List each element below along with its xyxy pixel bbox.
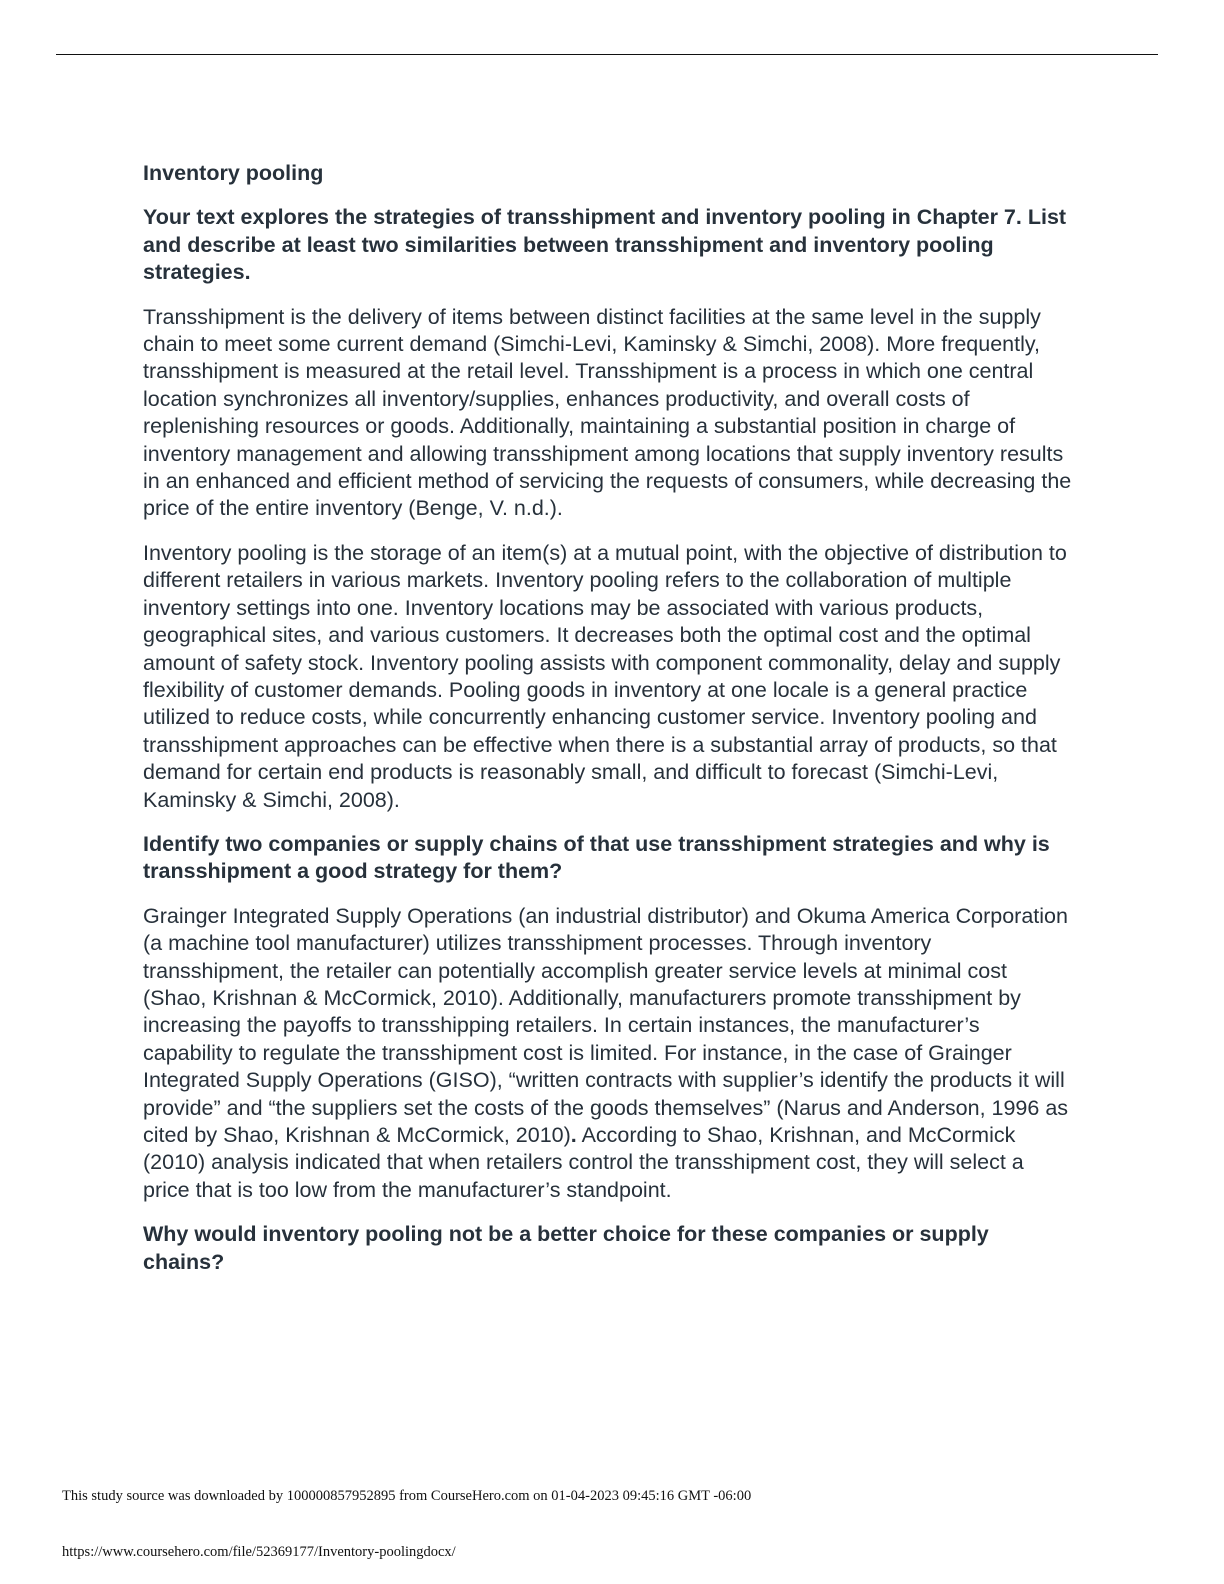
question-companies: Identify two companies or supply chains of that use transshipment strategies and why is transshipment a good strategy for them? bbox=[143, 831, 1050, 884]
footer-source-note: This study source was downloaded by 100000857952895 from CourseHero.com on 01-04-2023 09:45:16 GMT -06:00 bbox=[62, 1488, 752, 1504]
paragraph-inventory-pooling: Inventory pooling is the storage of an item(s) at a mutual point, with the objective of distribution to different retailers in various markets. Inventory pooling refers to the collaboration of multiple inventory settings into one. Inventory locations may be associated with various products, geographical sites, and various customers. It decreases both the optimal cost and the optimal amount of safety stock. Inventory pooling assists with component commonality, delay and supply flexibility of customer demands. Pooling goods in inventory at one locale is a general practice utilized to reduce costs, while concurrently enhancing customer service. Inventory pooling and transshipment approaches can be effective when there is a substantial array of products, so that demand for certain end products is reasonably small, and difficult to forecast (Simchi-Levi, Kaminsky & Simchi, 2008). bbox=[143, 540, 1067, 812]
question-pooling-alternative: Why would inventory pooling not be a better choice for these companies or supply chains? bbox=[143, 1222, 989, 1274]
document-body bbox=[143, 160, 1073, 1293]
paragraph-transshipment: Transshipment is the delivery of items between distinct facilities at the same level in the supply chain to meet some current demand (Simchi-Levi, Kaminsky & Simchi, 2008). More frequently, transshipment is measured at the retail level. Transshipment is a process in which one central location synchronizes all inventory/supplies, enhances productivity, and overall costs of replenishing resources or goods. Additionally, maintaining a substantial position in charge of inventory management and allowing transshipment among locations that supply inventory results in an enhanced and efficient method of servicing the requests of consumers, while decreasing the price of the entire inventory (Benge, V. n.d.). bbox=[143, 304, 1072, 521]
header-rule bbox=[56, 54, 1158, 55]
document-title: Inventory pooling bbox=[143, 161, 324, 185]
paragraph-companies bbox=[143, 903, 1073, 1204]
paragraph-companies-part-2: According to Shao, Krishnan, and McCormick (2010) analysis indicated that when retailers control the transshipment cost, they will select a price that is too low from the manufacturer’s standpoint. bbox=[143, 1123, 1024, 1202]
footer-url[interactable]: https://www.coursehero.com/file/52369177/Inventory-poolingdocx/ bbox=[62, 1544, 456, 1560]
question-similarities: Your text explores the strategies of transshipment and inventory pooling in Chapter 7. List and describe at least two similarities between transshipment and inventory pooling strategies. bbox=[143, 205, 1067, 285]
paragraph-companies-bold-period: . bbox=[570, 1123, 577, 1147]
paragraph-companies-part-1: Grainger Integrated Supply Operations (an industrial distributor) and Okuma America Corporation (a machine tool manufacturer) utilizes transshipment processes. Through inventory transshipment, the retailer can potentially accomplish greater service levels at minimal cost (Shao, Krishnan & McCormick, 2010). Additionally, manufacturers promote transshipment by increasing the payoffs to transshipping retailers. In certain instances, the manufacturer’s capability to regulate the transshipment cost is limited. For instance, in the case of Grainger Integrated Supply Operations (GISO), “written contracts with supplier’s identify the products it will provide” and “the suppliers set the costs of the goods themselves” (Narus and Anderson, 1996 as cited by Shao, Krishnan & McCormick, 2010) bbox=[143, 903, 1069, 1147]
